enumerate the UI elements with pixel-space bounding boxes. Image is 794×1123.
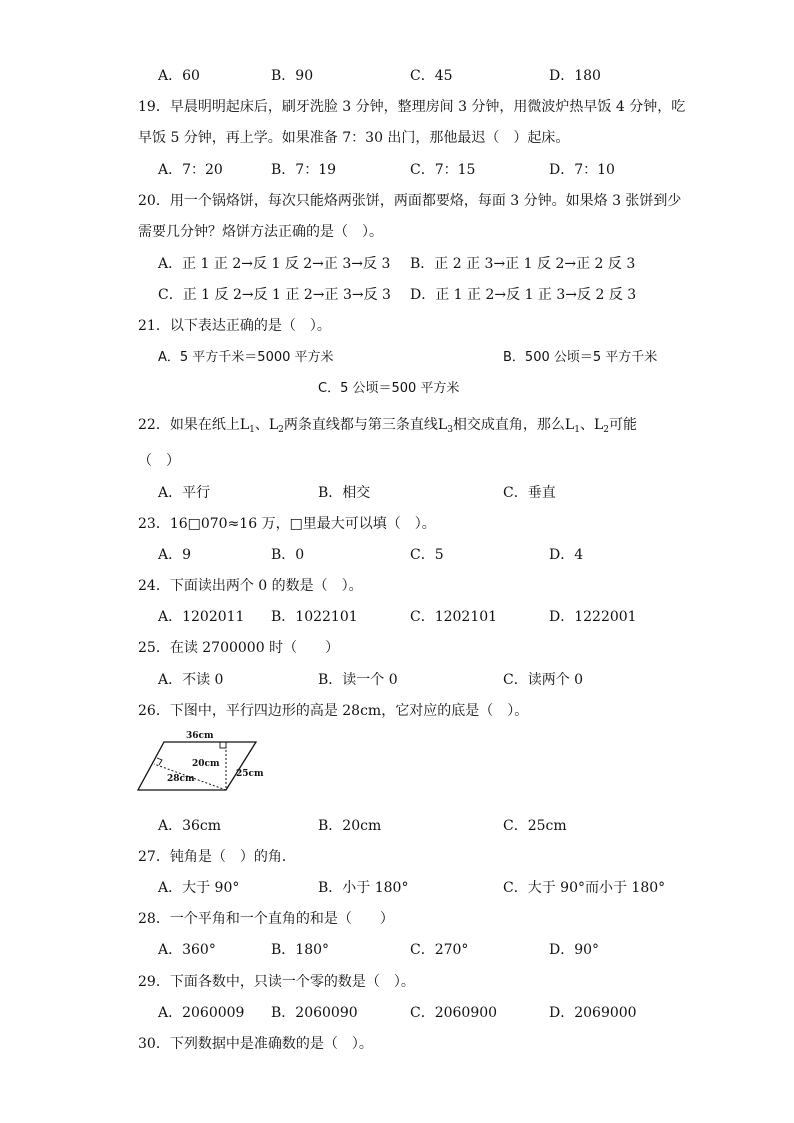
q29-option-d[interactable]: D．2069000 [549, 1005, 637, 1021]
q24-option-c[interactable]: C．1202101 [410, 609, 498, 625]
q28-option-c[interactable]: C．270° [410, 942, 469, 958]
q18-option-b[interactable]: B．90 [271, 68, 314, 84]
q25-option-b[interactable]: B．读一个 0 [318, 672, 398, 688]
q23-option-c[interactable]: C．5 [410, 547, 444, 563]
q22-text-d: 相交成直角，那么L [452, 417, 575, 433]
q28-stem: 28．一个平角和一个直角的和是（ ） [138, 911, 394, 927]
q20-option-d[interactable]: D．正 1 正 2→反 1 正 3→反 2 反 3 [410, 287, 637, 303]
label-25cm: 25cm [236, 769, 264, 779]
q19-stem-line1: 19．早晨明明起床后，刷牙洗脸 3 分钟，整理房间 3 分钟，用微波炉热早饭 4 分钟，吃 [138, 99, 686, 115]
q22-text-c: 两条直线都与第三条直线L [283, 417, 448, 433]
q22-option-c[interactable]: C．垂直 [503, 485, 556, 501]
q19-stem-line2: 早饭 5 分钟，再上学。如果准备 7：30 出门，那他最迟（ ）起床。 [138, 130, 570, 146]
q27-stem: 27．钝角是（ ）的角． [138, 849, 296, 865]
q25-option-c[interactable]: C．读两个 0 [503, 672, 584, 688]
q22-option-b[interactable]: B．相交 [318, 485, 371, 501]
right-angle-mark-left [157, 758, 162, 765]
parallelogram-figure [134, 728, 266, 794]
q25-stem: 25．在读 2700000 时（ ） [138, 640, 340, 656]
q19-option-b[interactable]: B．7：19 [271, 162, 337, 178]
q28-option-d[interactable]: D．90° [549, 942, 600, 958]
q23-option-b[interactable]: B．0 [271, 547, 305, 563]
q22-sub-1: 1 [249, 425, 255, 435]
q29-option-b[interactable]: B．2060090 [271, 1005, 358, 1021]
q22-sub-3: 3 [447, 425, 453, 435]
q30-stem: 30．下列数据中是准确数的是（ ）。 [138, 1036, 373, 1052]
q21-option-b[interactable]: B．500 公顷＝5 平方千米 [503, 350, 658, 365]
q19-option-c[interactable]: C．7：15 [410, 162, 476, 178]
q23-stem: 23．16□070≈16 万，□里最大可以填（ ）。 [138, 516, 436, 532]
q22-text-e: 、L [579, 417, 604, 433]
q29-option-c[interactable]: C．2060900 [410, 1005, 498, 1021]
q22-text-f: 可能 [608, 417, 637, 433]
q18-option-c[interactable]: C．45 [410, 68, 453, 84]
q29-option-a[interactable]: A．2060009 [158, 1005, 245, 1021]
q21-stem: 21．以下表达正确的是（ ）。 [138, 318, 331, 334]
q20-stem-line1: 20．用一个锅烙饼，每次只能烙两张饼，两面都要烙，每面 3 分钟。如果烙 3 张饼到少 [138, 193, 682, 209]
q24-option-a[interactable]: A．1202011 [158, 609, 245, 625]
q28-option-a[interactable]: A．360° [158, 942, 216, 958]
q23-option-a[interactable]: A．9 [158, 547, 192, 563]
q24-stem: 24．下面读出两个 0 的数是（ ）。 [138, 578, 363, 594]
label-28cm: 28cm [167, 774, 195, 784]
q26-stem: 26．下图中，平行四边形的高是 28cm，它对应的底是（ ）。 [138, 703, 529, 719]
q25-option-a[interactable]: A．不读 0 [158, 672, 224, 688]
label-20cm: 20cm [192, 759, 220, 769]
q27-option-a[interactable]: A．大于 90° [158, 880, 240, 896]
q24-option-d[interactable]: D．1222001 [549, 609, 637, 625]
right-angle-mark-top [220, 742, 226, 748]
q19-option-a[interactable]: A．7：20 [158, 162, 223, 178]
q21-option-c[interactable]: C．5 公顷＝500 平方米 [318, 381, 460, 396]
q27-option-b[interactable]: B．小于 180° [318, 880, 409, 896]
q18-option-d[interactable]: D．180 [549, 68, 601, 84]
q22-sub-2: 2 [278, 425, 284, 435]
q26-option-c[interactable]: C．25cm [503, 818, 567, 834]
q20-stem-line2: 需要几分钟？烙饼方法正确的是（ ）。 [138, 224, 383, 240]
q19-option-d[interactable]: D．7：10 [549, 162, 615, 178]
label-36cm: 36cm [186, 731, 214, 741]
q28-option-b[interactable]: B．180° [271, 942, 330, 958]
q22-text-b: 、L [254, 417, 279, 433]
q22-sub-5: 2 [603, 425, 609, 435]
q20-option-a[interactable]: A．正 1 正 2→反 1 反 2→正 3→反 3 [158, 256, 391, 272]
q27-option-c[interactable]: C．大于 90°而小于 180° [503, 880, 666, 896]
q26-option-a[interactable]: A．36cm [158, 818, 222, 834]
q22-stem-line1 [138, 415, 637, 440]
q22-stem-line2: （ ） [138, 453, 180, 469]
q22-option-a[interactable]: A．平行 [158, 485, 211, 501]
q20-option-b[interactable]: B．正 2 正 3→正 1 反 2→正 2 反 3 [410, 256, 636, 272]
q29-stem: 29．下面各数中，只读一个零的数是（ ）。 [138, 974, 415, 990]
q21-option-a[interactable]: A．5 平方千米＝5000 平方米 [158, 350, 334, 365]
q23-option-d[interactable]: D．4 [549, 547, 584, 563]
q20-option-c[interactable]: C．正 1 反 2→反 1 正 2→正 3→反 3 [158, 287, 391, 303]
q22-sub-4: 1 [574, 425, 580, 435]
q22-text-a: 22．如果在纸上L [138, 417, 250, 433]
q24-option-b[interactable]: B．1022101 [271, 609, 358, 625]
q18-option-a[interactable]: A．60 [158, 68, 200, 84]
q26-option-b[interactable]: B．20cm [318, 818, 382, 834]
